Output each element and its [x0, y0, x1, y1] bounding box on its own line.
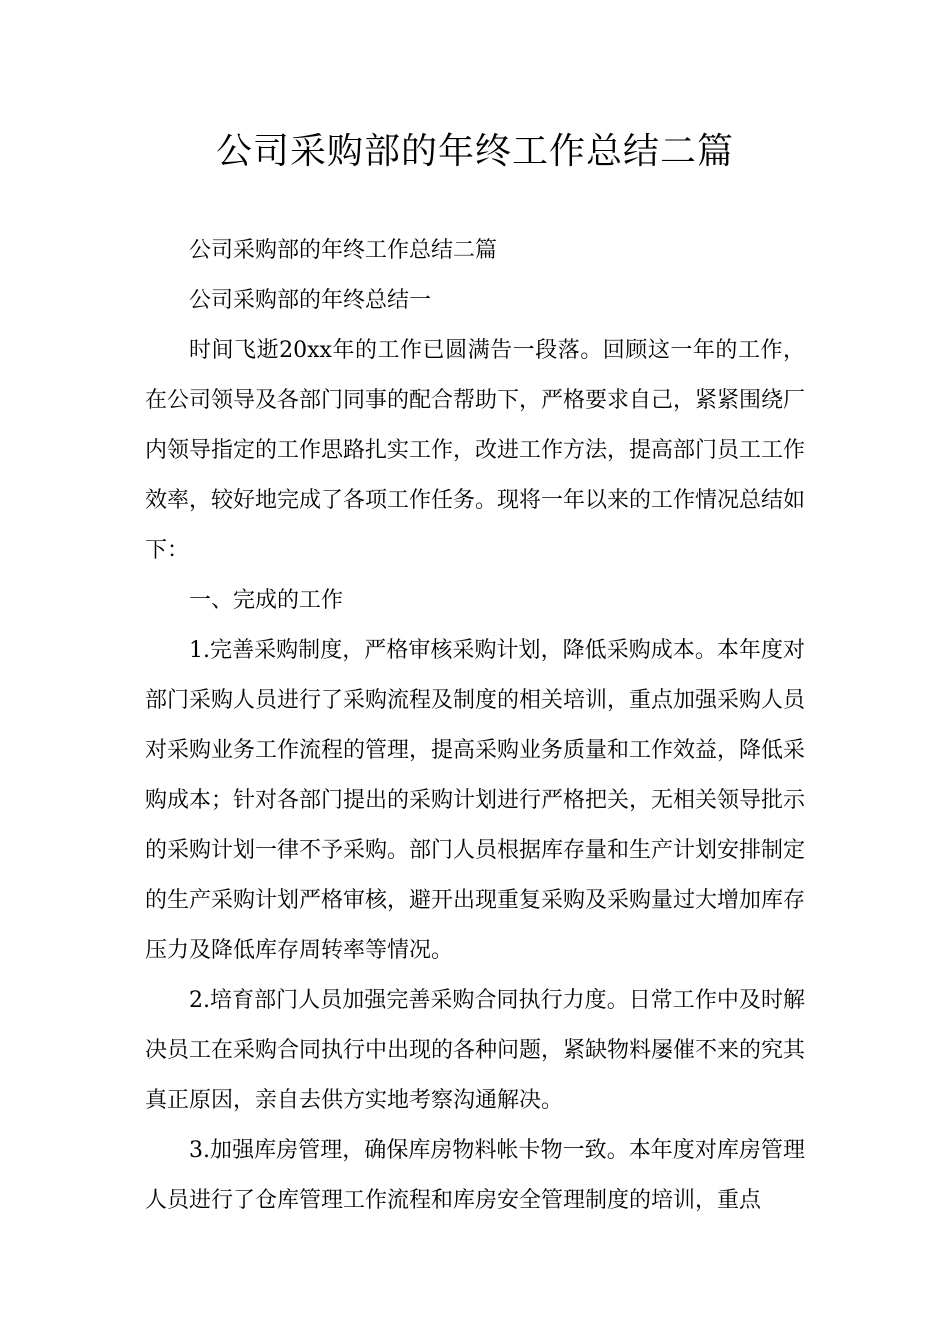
paragraph-subtitle: 公司采购部的年终工作总结二篇: [189, 238, 498, 263]
paragraph-section-heading: 公司采购部的年终总结一: [189, 288, 432, 313]
paragraph-item-3: 3.加强库房管理，确保库房物料帐卡物一致。本年度对库房管理人员进行了仓库管理工作流程和库房安全管理制度的培训，重点: [145, 1138, 805, 1213]
document-body: [145, 226, 805, 1226]
paragraph-item-1: 1.完善采购制度，严格审核采购计划，降低采购成本。本年度对部门采购人员进行了采购流程及制度的相关培训，重点加强采购人员对采购业务工作流程的管理，提高采购业务质量和工作效益，降低采购成本；针对各部门提出的采购计划进行严格把关，无相关领导批示的采购计划一律不予采购。部门人员根据库存量和生产计划安排制定的生产采购计划严格审核，避开出现重复采购及采购量过大增加库存压力及降低库存周转率等情况。: [145, 638, 806, 963]
paragraph-intro: 时间飞逝20xx年的工作已圆满告一段落。回顾这一年的工作，在公司领导及各部门同事的配合帮助下，严格要求自己，紧紧围绕厂内领导指定的工作思路扎实工作，改进工作方法，提高部门员工工作效率，较好地完成了各项工作任务。现将一年以来的工作情况总结如下：: [145, 338, 806, 563]
paragraph-completed-work-heading: 一、完成的工作: [189, 588, 344, 613]
document-title: 公司采购部的年终工作总结二篇: [215, 131, 734, 172]
paragraph-item-2: 2.培育部门人员加强完善采购合同执行力度。日常工作中及时解决员工在采购合同执行中出现的各种问题，紧缺物料屡催不来的究其真正原因，亲自去供方实地考察沟通解决。: [145, 988, 806, 1113]
